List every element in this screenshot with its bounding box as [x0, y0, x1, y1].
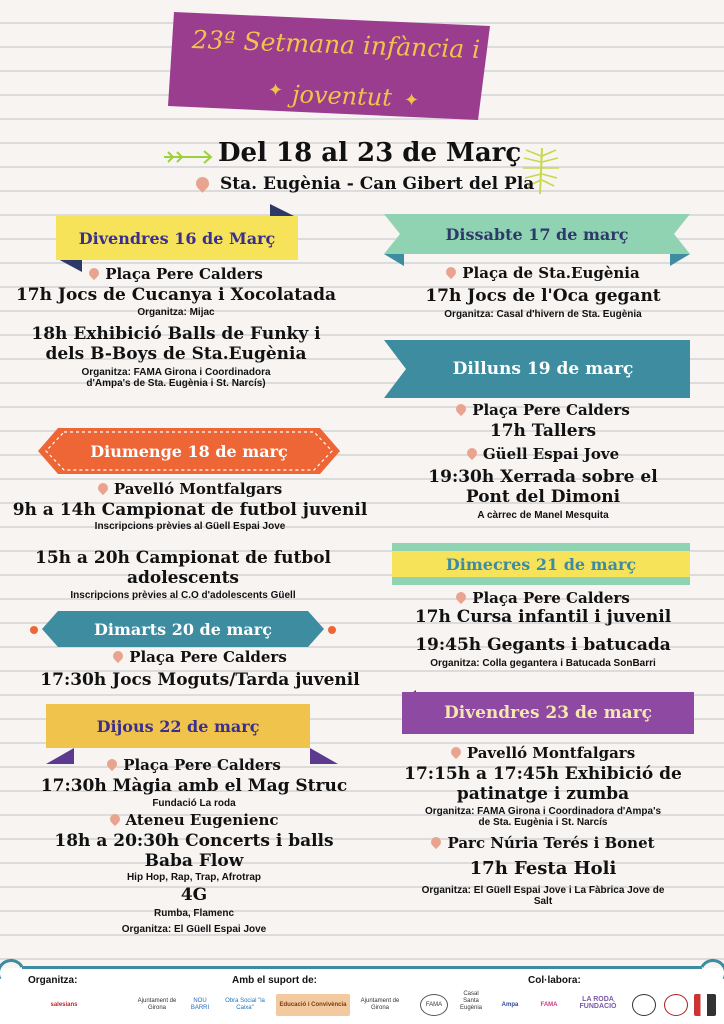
day-banner-divendres-23: Divendres 23 de març	[402, 692, 694, 734]
organizer: Fundació La roda	[152, 798, 236, 809]
venue: Plaça Pere Calders	[362, 401, 724, 419]
location-pin-icon	[449, 745, 463, 759]
venue: Güell Espai Jove	[362, 445, 724, 463]
sponsor-logo: LA RODA FUNDACIÓ	[579, 996, 617, 1010]
venue: Plaça Pere Calders	[0, 648, 400, 666]
footer-organitza-label: Organitza:	[28, 975, 78, 986]
organizer: Organitza: El Güell Espai Jove i La Fàbrica Jove de	[421, 885, 665, 896]
location-pin-icon	[105, 757, 119, 771]
event-title: patinatge i zumba	[456, 784, 630, 804]
sponsor-logo: salesians	[50, 1001, 78, 1008]
organizer: Organitza: FAMA Girona i Coordinadora	[81, 367, 271, 378]
sponsor-logo: Casal Santa Eugènia	[459, 990, 483, 1011]
venue: Plaça de Sta.Eugènia	[362, 264, 724, 282]
sparkle-icon: ✦	[404, 90, 420, 111]
location-pin-icon	[444, 265, 458, 279]
day-banner-dilluns-19: Dilluns 19 de març	[452, 359, 634, 379]
event-title: 17:15h a 17:45h Exhibició de	[404, 764, 682, 784]
organizer: de Sta. Eugènia i St. Narcís	[478, 817, 608, 828]
event-title: 17:30h Jocs Moguts/Tarda juvenil	[40, 670, 360, 690]
event-title: 18h Exhibició Balls de Funky i	[31, 324, 321, 344]
sponsor-logo: Educació i Convivència	[276, 994, 350, 1016]
location-pin-icon	[87, 266, 101, 280]
music-genres: Rumba, Flamenc	[153, 908, 235, 919]
event-title: 17h Jocs de l'Oca gegant	[425, 286, 661, 306]
venue: Ateneu Eugenienc	[0, 811, 388, 829]
day-banner-dimecres-21: Dimecres 21 de març	[392, 551, 690, 577]
venue: Parc Núria Terés i Bonet	[362, 834, 724, 852]
organizer: Organitza: Colla gegantera i Batucada SonBarri	[430, 658, 656, 669]
venue: Plaça Pere Calders	[362, 589, 724, 607]
title-line-2: joventut	[291, 80, 393, 112]
footer-curl-left	[0, 950, 24, 990]
sponsor-logo: NOU BARRI	[190, 998, 210, 1011]
sponsor-logo	[632, 994, 656, 1016]
sponsor-logo: Ajuntament de Girona	[360, 998, 400, 1011]
location-pin-icon	[429, 835, 443, 849]
sponsor-logo: FAMA	[540, 1001, 558, 1008]
organizer: Organitza: Casal d'hivern de Sta. Eugènia	[444, 309, 642, 320]
event-title: 18h a 20:30h Concerts i balls	[54, 831, 334, 851]
note: Inscripcions prèvies al C.O d'adolescents Güell	[70, 590, 296, 601]
location-pin-icon	[96, 481, 110, 495]
note: A càrrec de Manel Mesquita	[477, 510, 609, 521]
event-title: 15h a 20h Campionat de futbol	[35, 548, 331, 568]
event-location: Sta. Eugènia - Can Gibert del Pla	[220, 174, 535, 194]
sponsor-logo: Obra Social "la Caixa"	[225, 998, 265, 1011]
sponsor-logo: Ampa	[501, 1001, 519, 1008]
event-title: 19:45h Gegants i batucada	[415, 635, 671, 655]
location-pin-icon	[454, 590, 468, 604]
location-pin-icon	[111, 649, 125, 663]
venue: Pavelló Montfalgars	[0, 480, 380, 498]
venue: Plaça Pere Calders	[0, 756, 388, 774]
event-title: 17h Jocs de Cucanya i Xocolatada	[15, 285, 337, 305]
organizer: Organitza: El Güell Espai Jove	[121, 924, 267, 935]
organizer: Salt	[533, 896, 553, 907]
organizer: Organitza: Mijac	[137, 307, 215, 318]
sponsor-logo	[664, 994, 688, 1016]
event-title: dels B-Boys de Sta.Eugènia	[45, 344, 307, 364]
day-banner-dimarts-20: Dimarts 20 de març	[94, 619, 272, 639]
event-title: 17h Festa Holi	[469, 858, 617, 879]
day-banner-stripe	[392, 577, 690, 585]
title-line-1: 23ª Setmana infància i	[191, 24, 481, 65]
event-dates: Del 18 al 23 de Març	[218, 138, 522, 168]
sponsor-logo: FAMA	[420, 994, 448, 1016]
sparkle-icon: ✦	[268, 80, 284, 101]
event-title: 19:30h Xerrada sobre el	[428, 467, 658, 487]
event-title: 17h Cursa infantil i juvenil	[414, 607, 672, 627]
location-pin-icon	[454, 402, 468, 416]
organizer: Organitza: FAMA Girona i Coordinadora d'Ampa's	[424, 806, 662, 817]
event-title: Pont del Dimoni	[465, 487, 621, 507]
event-title: Baba Flow	[144, 851, 244, 871]
day-banner-stripe	[392, 543, 690, 551]
dot-decoration	[328, 626, 336, 634]
footer-curl-right	[700, 950, 724, 990]
venue: Plaça Pere Calders	[0, 265, 352, 283]
footer-suport-label: Amb el suport de:	[232, 975, 318, 986]
location-pin-icon	[107, 812, 121, 826]
event-title: 17:30h Màgia amb el Mag Struc	[40, 776, 348, 796]
day-banner-diumenge-18: Diumenge 18 de març	[90, 441, 288, 461]
footer-divider	[22, 966, 702, 969]
footer-colabora-label: Col·labora:	[528, 975, 581, 986]
day-banner-dijous-22: Dijous 22 de març	[46, 704, 310, 748]
sponsor-logo	[694, 994, 716, 1016]
location-pin-icon	[465, 446, 479, 460]
event-title: adolescents	[126, 568, 240, 588]
day-banner-divendres-16: Divendres 16 de Març	[56, 216, 298, 260]
sponsor-logo: Ajuntament de Girona	[137, 998, 177, 1011]
music-genres: Hip Hop, Rap, Trap, Afrotrap	[126, 872, 262, 883]
event-title: 17h Tallers	[489, 421, 597, 441]
dot-decoration	[30, 626, 38, 634]
note: Inscripcions prèvies al Güell Espai Jove	[94, 521, 286, 532]
location-pin-icon	[193, 174, 211, 192]
organizer: d'Ampa's de Sta. Eugènia i St. Narcís)	[86, 378, 266, 389]
event-title: 4G	[180, 885, 208, 905]
day-banner-dissabte-17: Dissabte 17 de març	[445, 224, 629, 244]
arrow-icon	[164, 150, 216, 164]
event-title: 9h a 14h Campionat de futbol juvenil	[12, 500, 368, 520]
venue: Pavelló Montfalgars	[362, 744, 724, 762]
